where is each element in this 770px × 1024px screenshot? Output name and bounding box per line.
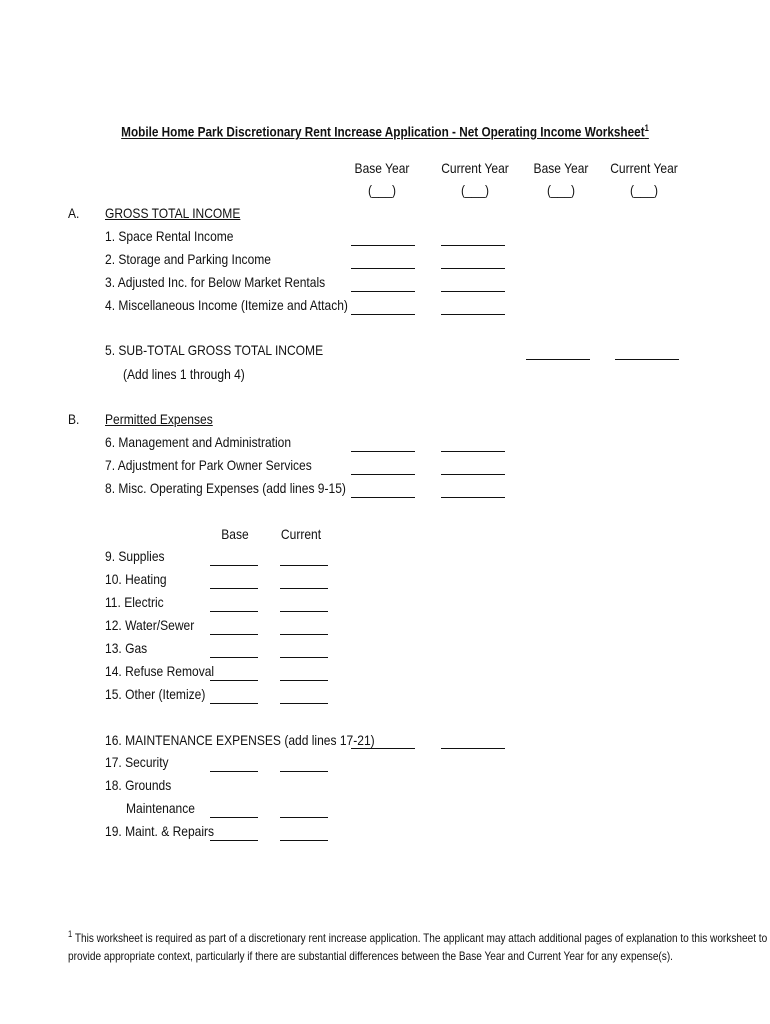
line-item-12: 12. Water/Sewer xyxy=(105,617,195,633)
blank-12-base[interactable] xyxy=(210,634,258,635)
blank-3-base[interactable] xyxy=(351,291,415,292)
blank-3-current[interactable] xyxy=(441,291,505,292)
blank-17-current[interactable] xyxy=(280,771,328,772)
blank-8-base[interactable] xyxy=(351,497,415,498)
blank-18-current[interactable] xyxy=(280,817,328,818)
line-item-7: 7. Adjustment for Park Owner Services xyxy=(105,457,312,473)
blank-18-base[interactable] xyxy=(210,817,258,818)
line-item-3: 3. Adjusted Inc. for Below Market Rentals xyxy=(105,274,326,290)
blank-2-base[interactable] xyxy=(351,268,415,269)
line-item-19: 19. Maint. & Repairs xyxy=(105,823,215,839)
line-item-11: 11. Electric xyxy=(105,594,164,610)
blank-4-base[interactable] xyxy=(351,314,415,315)
line-item-18: 18. Grounds xyxy=(105,777,172,793)
blank-15-base[interactable] xyxy=(210,703,258,704)
line-item-10: 10. Heating xyxy=(105,571,167,587)
blank-7-current[interactable] xyxy=(441,474,505,475)
blank-8-current[interactable] xyxy=(441,497,505,498)
footnote-line-1: $^1$ This worksheet is required as part of a discretionary rent increase application. The applicant may attach additional pages of explanation to this worksheet to xyxy=(68,929,768,945)
blank-15-current[interactable] xyxy=(280,703,328,704)
footnote-line-2: provide appropriate context, particularly if there are substantial differences between the Base Year and Current Year for any expense(s). xyxy=(68,949,673,963)
line-item-13: 13. Gas xyxy=(105,640,148,656)
year-blank-2[interactable]: (___) xyxy=(460,182,490,198)
blank-11-base[interactable] xyxy=(210,611,258,612)
line-item-17: 17. Security xyxy=(105,754,169,770)
blank-4-current[interactable] xyxy=(441,314,505,315)
header-base-year-1: Base Year xyxy=(354,160,410,176)
blank-16-base[interactable] xyxy=(351,748,415,749)
blank-14-base[interactable] xyxy=(210,680,258,681)
blank-12-current[interactable] xyxy=(280,634,328,635)
blank-19-base[interactable] xyxy=(210,840,258,841)
blank-14-current[interactable] xyxy=(280,680,328,681)
blank-2-current[interactable] xyxy=(441,268,505,269)
year-blank-1[interactable]: (___) xyxy=(367,182,397,198)
year-blank-4[interactable]: (___) xyxy=(629,182,659,198)
line-item-9: 9. Supplies xyxy=(105,548,165,564)
blank-7-base[interactable] xyxy=(351,474,415,475)
section-b-heading: Permitted Expenses xyxy=(105,411,213,427)
blank-10-current[interactable] xyxy=(280,588,328,589)
blank-1-base[interactable] xyxy=(351,245,415,246)
line-item-16: 16. MAINTENANCE EXPENSES (add lines 17-21) xyxy=(105,732,375,748)
subheader-base: Base xyxy=(221,526,249,542)
blank-9-current[interactable] xyxy=(280,565,328,566)
header-current-year-2: Current Year xyxy=(610,160,678,176)
blank-17-base[interactable] xyxy=(210,771,258,772)
year-blank-3[interactable]: (___) xyxy=(546,182,576,198)
blank-11-current[interactable] xyxy=(280,611,328,612)
blank-16-current[interactable] xyxy=(441,748,505,749)
line-item-5-note: (Add lines 1 through 4) xyxy=(123,366,245,382)
section-a-letter: A. xyxy=(68,205,80,221)
blank-5-current[interactable] xyxy=(615,359,679,360)
header-base-year-2: Base Year xyxy=(533,160,589,176)
line-item-6: 6. Management and Administration xyxy=(105,434,292,450)
line-item-2: 2. Storage and Parking Income xyxy=(105,251,271,267)
header-current-year-1: Current Year xyxy=(441,160,509,176)
line-item-4: 4. Miscellaneous Income (Itemize and Attach) xyxy=(105,297,348,313)
line-item-15: 15. Other (Itemize) xyxy=(105,686,206,702)
blank-6-current[interactable] xyxy=(441,451,505,452)
section-b-letter: B. xyxy=(68,411,80,427)
blank-1-current[interactable] xyxy=(441,245,505,246)
blank-10-base[interactable] xyxy=(210,588,258,589)
line-item-5: 5. SUB-TOTAL GROSS TOTAL INCOME xyxy=(105,342,324,358)
blank-19-current[interactable] xyxy=(280,840,328,841)
line-item-8: 8. Misc. Operating Expenses (add lines 9-15) xyxy=(105,480,346,496)
worksheet-title: Mobile Home Park Discretionary Rent Increase Application - Net Operating Income Worksheet$^1$ xyxy=(121,123,649,140)
line-item-18-cont: Maintenance xyxy=(126,800,195,816)
blank-9-base[interactable] xyxy=(210,565,258,566)
section-a-heading: GROSS TOTAL INCOME xyxy=(105,205,241,221)
blank-13-current[interactable] xyxy=(280,657,328,658)
blank-5-base[interactable] xyxy=(526,359,590,360)
blank-6-base[interactable] xyxy=(351,451,415,452)
line-item-1: 1. Space Rental Income xyxy=(105,228,234,244)
line-item-14: 14. Refuse Removal xyxy=(105,663,215,679)
subheader-current: Current xyxy=(280,526,322,542)
blank-13-base[interactable] xyxy=(210,657,258,658)
